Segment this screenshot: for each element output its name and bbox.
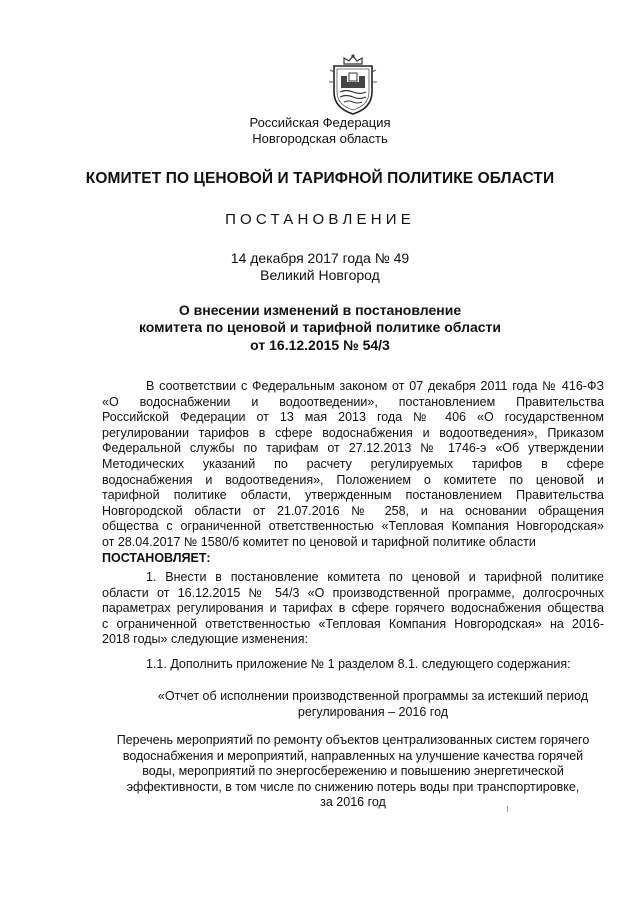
item-1-line: 1. Внести в постановление комитета по ценовой и тарифной политике <box>146 570 604 584</box>
preamble-line: тарифной политике области, утвержденным постановлением Правительства <box>102 488 604 503</box>
preamble-line: «О водоснабжении и водоотведении», постановлением Правительства <box>102 394 604 409</box>
list-title-line-1: Перечень мероприятий по ремонту объектов централизованных систем горячего <box>116 733 590 747</box>
item-1-1-line: 1.1. Дополнить приложение № 1 разделом 8.1. следующего содержания: <box>146 657 571 671</box>
committee-name: КОМИТЕТ ПО ЦЕНОВОЙ И ТАРИФНОЙ ПОЛИТИКЕ ОБЛАСТИ <box>85 170 555 187</box>
list-title-line-2: водоснабжения и мероприятий, направленных на улучшение качества горячей <box>122 748 584 763</box>
item-1-line: 2018 годы» следующие изменения: <box>102 632 309 647</box>
city: Великий Новгород <box>260 267 380 283</box>
preamble-line: Федеральной службы по тарифам от 27.12.2013 № 1746-э «Об утверждении <box>102 441 604 456</box>
list-title-line-5: за 2016 год <box>320 795 386 810</box>
preamble-line: Методических указаний по расчету регулируемых тарифов в сфере <box>102 456 604 471</box>
subject-line-1: О внесении изменений в постановление <box>178 302 462 318</box>
date-number: 14 декабря 2017 года № 49 <box>230 250 410 266</box>
preamble-paragraph <box>102 379 604 566</box>
item-1-line: с ограниченной ответственностью «Тепловая Компания Новгородская» на 2016- <box>102 616 604 631</box>
activities-list-title <box>102 733 604 811</box>
country-name: Российская Федерация <box>249 115 391 130</box>
preamble-line: регулировании тарифов в сфере водоснабжения и водоотведения», Приказом <box>102 425 604 440</box>
preamble-line: общества с ограниченной ответственностью «Тепловая Компания Новгородская» <box>102 519 604 534</box>
resolves-heading: ПОСТАНОВЛЯЕТ: <box>102 550 211 565</box>
subject-line-3: от 16.12.2015 № 54/3 <box>250 337 390 353</box>
preamble-line: водоснабжения и водоотведения», Положением о комитете по ценовой и <box>102 472 604 487</box>
novgorod-coat-of-arms-icon <box>326 52 380 116</box>
list-title-line-3: воды, мероприятий по энергосбережению и повышению энергетической <box>142 764 564 779</box>
item-1-paragraph <box>102 570 604 648</box>
preamble-line: от 28.04.2017 № 1580/б комитет по ценовой и тарифной политике области <box>102 534 536 549</box>
list-title-line-4: эффективности, в том числе по снижению потерь воды при транспортировке, <box>126 779 580 794</box>
scan-mark <box>507 806 508 812</box>
report-title-line-1: «Отчет об исполнении производственной программы за истекший период <box>157 689 589 703</box>
item-1-line: параметрах регулирования и тарифах в сфере горячего водоснабжения общества <box>102 601 604 616</box>
item-1-line: области от 16.12.2015 № 54/3 «О производственной программе, долгосрочных <box>102 585 604 600</box>
preamble-line: Российской Федерации от 13 мая 2013 года № 406 «О государственном <box>102 410 604 425</box>
preamble-line: Новгородской области от 21.07.2016 № 258, и на основании обращения <box>102 503 604 518</box>
preamble-line: В соответствии с Федеральным законом от 07 декабря 2011 года № 416-ФЗ <box>146 379 604 393</box>
report-title <box>102 689 604 720</box>
item-1-1-paragraph <box>102 657 604 673</box>
region-name: Новгородская область <box>252 131 388 146</box>
document-type: ПОСТАНОВЛЕНИЕ <box>225 211 415 228</box>
subject-line-2: комитета по ценовой и тарифной политике области <box>138 319 502 335</box>
report-title-line-2: регулирования – 2016 год <box>297 704 449 719</box>
